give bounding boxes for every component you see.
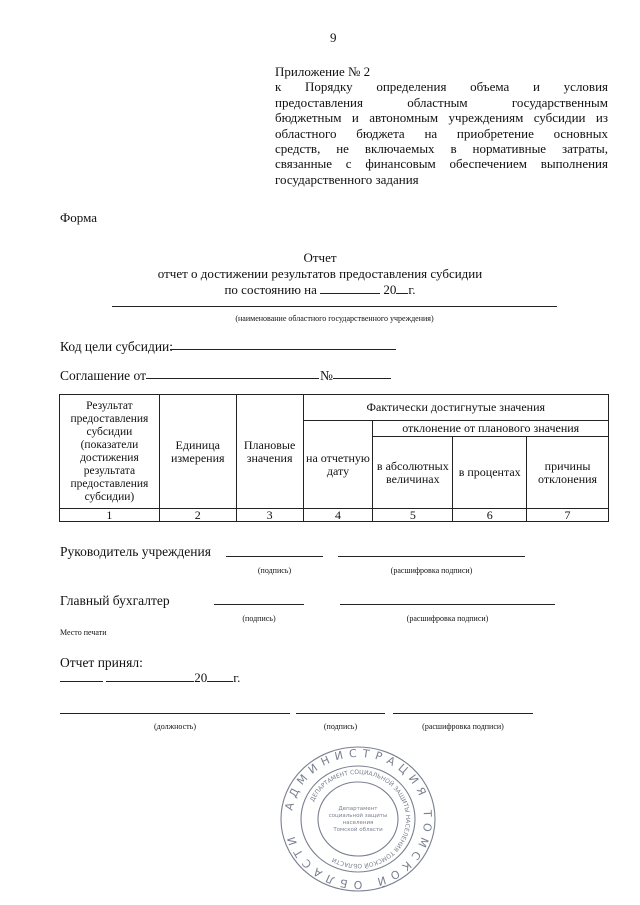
- svg-text:населения: населения: [342, 820, 374, 826]
- accountant-signature-field[interactable]: [214, 604, 304, 605]
- report-subtitle: отчет о достижении результатов предоставления субсидии: [157, 266, 483, 281]
- head-label: Руководитель учреждения: [60, 544, 211, 559]
- subsidy-code-field[interactable]: [170, 349, 396, 350]
- appendix-line: предоставления областным государственным: [275, 94, 608, 110]
- report-date: [0, 282, 640, 298]
- form-label: Форма: [60, 210, 97, 225]
- accountant-label: Главный бухгалтер: [60, 593, 170, 608]
- accepted-label: Отчет принял:: [60, 655, 143, 670]
- accepted-signature-caption: (подпись): [323, 722, 358, 731]
- svg-text:Томской области: Томской области: [333, 827, 383, 833]
- appendix-title: Приложение № 2: [275, 64, 371, 79]
- page-number: 9: [330, 30, 337, 45]
- results-table: [59, 394, 609, 522]
- stamp-outer-text: АДМИНИСТРАЦИЯ ТОМСКОЙ ОБЛАСТИ: [282, 746, 435, 892]
- accepted-month-field[interactable]: [106, 681, 194, 682]
- accepted-suffix: г.: [233, 670, 241, 685]
- col-number: 2: [159, 509, 236, 522]
- stamp-inner-text: ДЕПАРТАМЕНТ СОЦИАЛЬНОЙ ЗАЩИТЫ НАСЕЛЕНИЯ ТОМСКОЙ ОБЛАСТИ: [309, 768, 412, 870]
- head-signature-field[interactable]: [226, 556, 323, 557]
- report-date-suffix: г.: [408, 282, 416, 297]
- accountant-signature-caption: (подпись): [242, 614, 276, 623]
- col-number: 7: [527, 509, 609, 522]
- col-result-header: Результат предоставления субсидии (показатели достижения результата предоставления субсидии): [60, 395, 160, 509]
- col-number: 6: [453, 509, 527, 522]
- institution-name-field[interactable]: [112, 306, 557, 307]
- col-number: 5: [373, 509, 453, 522]
- appendix-line: бюджетным и автономным учреждениям субсидии из: [275, 110, 608, 126]
- accepted-date: [60, 670, 240, 686]
- agreement-number-label: №: [320, 368, 333, 383]
- report-date-prefix: по состоянию на: [224, 282, 317, 297]
- accepted-day-field[interactable]: [60, 681, 103, 682]
- head-decoding-caption: (расшифровка подписи): [390, 566, 473, 575]
- accountant-decoding-field[interactable]: [340, 604, 555, 605]
- agreement-date-field[interactable]: [146, 378, 319, 379]
- accepted-position-field[interactable]: [60, 713, 290, 714]
- appendix-line: областного бюджета на приобретение основных: [275, 125, 608, 141]
- col-deviation-group-header: отклонение от планового значения: [373, 421, 609, 437]
- head-signature-caption: (подпись): [257, 566, 292, 575]
- appendix-line: к Порядку определения объема и условия: [275, 79, 608, 95]
- accountant-decoding-caption: (расшифровка подписи): [406, 614, 489, 623]
- col-actual-group-header: Фактически достигнутые значения: [303, 395, 608, 421]
- col-planned-header: Плановые значения: [236, 395, 303, 509]
- svg-text:Департамент: Департамент: [338, 806, 378, 812]
- head-decoding-field[interactable]: [338, 556, 525, 557]
- appendix-line: государственного задания: [275, 171, 419, 187]
- col-number: 1: [60, 509, 160, 522]
- report-title: Отчет: [303, 250, 337, 265]
- seal-place-label: Место печати: [60, 628, 107, 637]
- date-field[interactable]: [320, 293, 380, 294]
- year-field[interactable]: [396, 293, 408, 294]
- col-abs-header: в абсолютных величинах: [373, 437, 453, 509]
- col-number: 4: [303, 509, 373, 522]
- institution-caption: (наименование областного государственного учреждения): [235, 314, 434, 323]
- appendix-block: [275, 64, 608, 187]
- agreement-label: Соглашение от: [60, 368, 147, 383]
- appendix-line: средств, не включаемых в нормативные затраты,: [275, 141, 608, 157]
- col-number: 3: [236, 509, 303, 522]
- agreement-number-field[interactable]: [333, 378, 391, 379]
- col-percent-header: в процентах: [453, 437, 527, 509]
- accepted-position-caption: (должность): [154, 722, 196, 731]
- subsidy-code-label: Код цели субсидии:: [60, 339, 174, 354]
- stamp-center-text: [329, 806, 388, 833]
- accepted-year: 20: [194, 670, 208, 685]
- accepted-year-field[interactable]: [207, 681, 233, 682]
- col-unit-header: Единица измерения: [159, 395, 236, 509]
- col-reasons-header: причины отклонения: [527, 437, 609, 509]
- accepted-decoding-field[interactable]: [393, 713, 533, 714]
- report-date-year: 20: [383, 282, 397, 297]
- official-stamp: [278, 744, 438, 894]
- col-reporting-date-header: на отчетную дату: [303, 421, 373, 509]
- accepted-decoding-caption: (расшифровка подписи): [422, 722, 504, 731]
- appendix-line: связанные с финансовым обеспечением выполнения: [275, 156, 608, 172]
- stamp-inner-ring: [318, 782, 398, 856]
- svg-text:социальной защиты: социальной защиты: [328, 813, 388, 819]
- accepted-signature-field[interactable]: [296, 713, 385, 714]
